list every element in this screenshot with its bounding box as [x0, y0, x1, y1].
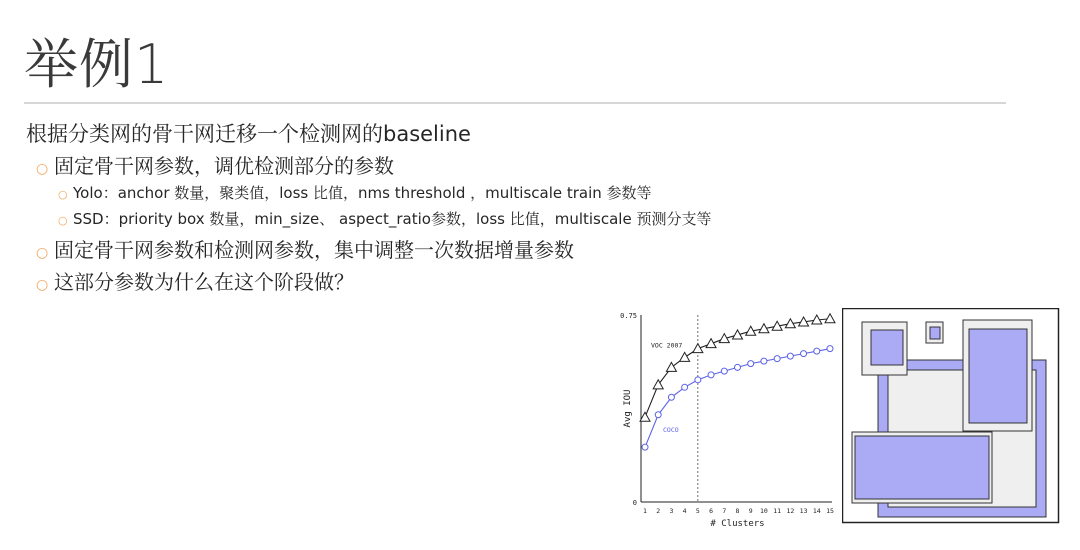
- series-point: [653, 380, 663, 389]
- bullet-circle-icon: ○: [36, 277, 49, 293]
- series-point: [693, 344, 703, 353]
- x-tick-label: 4: [682, 507, 687, 515]
- cluster-box-tall: [969, 329, 1027, 423]
- bullet-text: Yolo：anchor 数量，聚类值，loss 比值，nms threshold ，multiscale train 参数等: [73, 184, 652, 202]
- series-point: [825, 314, 835, 323]
- y-axis-label: Avg IOU: [623, 389, 633, 428]
- x-tick-label: 2: [656, 507, 661, 515]
- series-point: [680, 352, 690, 361]
- series-point: [735, 364, 741, 370]
- slide-title: 举例1: [24, 33, 170, 96]
- bullet-circle-icon: ○: [36, 161, 49, 177]
- x-tick-label: 6: [709, 507, 714, 515]
- series-label: COCO: [663, 426, 679, 435]
- series-point: [774, 356, 780, 362]
- x-tick-label: 11: [773, 507, 782, 515]
- x-tick-label: 8: [735, 507, 740, 515]
- series-point: [814, 348, 820, 354]
- bullet-circle-icon: ○: [58, 214, 68, 227]
- series-point: [708, 372, 714, 378]
- x-tick-label: 1: [643, 507, 647, 515]
- x-tick-label: 7: [722, 507, 727, 515]
- series-point: [668, 394, 674, 400]
- y-tick-label: 0: [632, 499, 637, 507]
- cluster-boxes-figure: [842, 308, 1060, 524]
- series-point: [655, 412, 661, 418]
- series-point: [787, 353, 793, 359]
- bullet-circle-icon: ○: [58, 188, 68, 201]
- series-point: [642, 444, 648, 450]
- bullet-circle-icon: ○: [36, 245, 49, 261]
- x-tick-label: 3: [669, 507, 674, 515]
- bullet-level3-item: [58, 208, 711, 229]
- series-point: [801, 351, 807, 357]
- cluster-box-small: [871, 330, 903, 365]
- bullet-text: SSD：priority box 数量，min_size、 aspect_ratio参数，loss 比值，multiscale 预测分支等: [73, 210, 712, 228]
- series-label: VOC 2007: [651, 341, 683, 350]
- bullet-level2-item: [36, 150, 394, 179]
- cluster-box-wide: [855, 436, 989, 499]
- bullet-text: 这部分参数为什么在这个阶段做？: [54, 270, 354, 294]
- bullet-level1-text: 根据分类网的骨干网迁移一个检测网的baseline: [26, 122, 471, 146]
- x-tick-label: 14: [812, 507, 821, 515]
- x-tick-label: 13: [799, 507, 808, 515]
- series-point: [706, 339, 716, 348]
- bullet-text: 固定骨干网参数，调优检测部分的参数: [54, 154, 394, 178]
- cluster-box-tiny: [930, 327, 940, 339]
- x-tick-label: 15: [826, 507, 834, 515]
- y-tick-label: 0.75: [620, 312, 637, 320]
- bullet-level3-item: [58, 182, 652, 203]
- x-tick-label: 12: [786, 507, 795, 515]
- x-tick-label: 10: [760, 507, 768, 515]
- x-axis-label: # Clusters: [710, 519, 765, 529]
- series-point: [827, 346, 833, 352]
- title-divider: [24, 102, 1006, 104]
- avg-iou-chart: [615, 305, 840, 535]
- bullet-level2-item: [36, 266, 354, 295]
- bullet-text: 固定骨干网参数和检测网参数，集中调整一次数据增量参数: [54, 238, 574, 262]
- series-point: [748, 361, 754, 367]
- series-point: [761, 358, 767, 364]
- series-point: [695, 377, 701, 383]
- series-point: [682, 384, 688, 390]
- series-point: [666, 362, 676, 371]
- bullet-level2-item: [36, 234, 574, 263]
- series-point: [721, 368, 727, 374]
- x-tick-label: 9: [748, 507, 753, 515]
- x-tick-label: 5: [695, 507, 700, 515]
